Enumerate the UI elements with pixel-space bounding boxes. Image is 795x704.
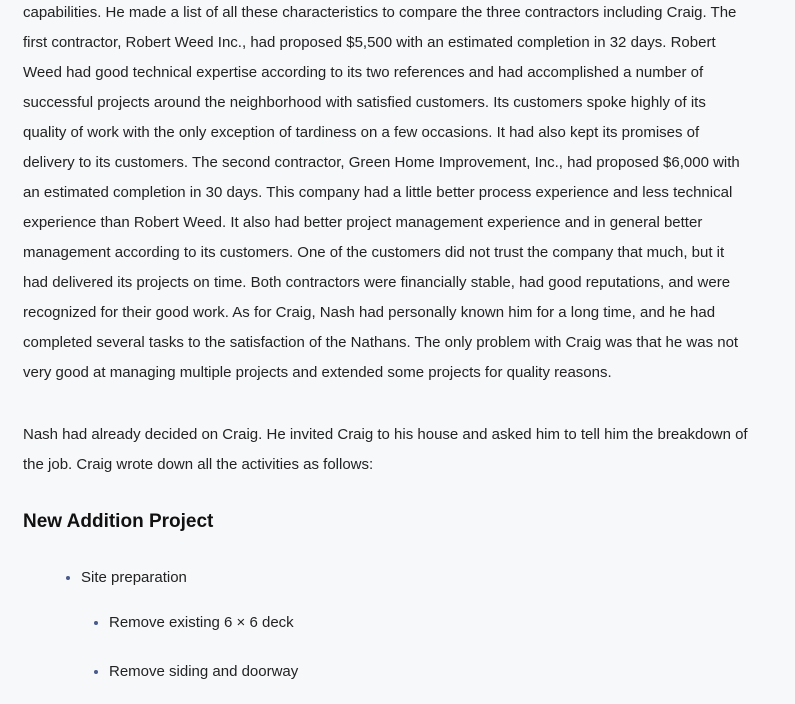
paragraph-contractors-comparison: capabilities. He made a list of all these characteristics to compare the three contractors including Craig. The first contractor, Robert Weed Inc., had proposed $5,500 with an estimated completion in 32 days. Robert Weed had good technical expertise according to its two references and had accomplished a number of successful projects around the neighborhood with satisfied customers. Its customers spoke highly of its quality of work with the only exception of tardiness on a few occasions. It had also kept its promises of delivery to its customers. The second contractor, Green Home Improvement, Inc., had proposed $6,000 with an estimated completion in 30 days. This company had a little better process experience and less technical experience than Robert Weed. It also had better project management experience and in general better management according to its customers. One of the customers did not trust the company that much, but it had delivered its projects on time. Both contractors were financially stable, had good reputations, and were recognized for their good work. As for Craig, Nash had personally known him for a long time, and he had completed several tasks to the satisfaction of the Nathans. The only problem with Craig was that he was not very good at managing multiple projects and extended some projects for quality reasons. bbox=[23, 4, 740, 381]
paragraph-decision: Nash had already decided on Craig. He invited Craig to his house and asked him to tell him the breakdown of the job. Craig wrote down all the activities as follows: bbox=[23, 426, 748, 473]
list-item-remove-deck: Remove existing 6 × 6 deck bbox=[109, 614, 294, 631]
bullet-icon bbox=[94, 670, 98, 674]
list-item-remove-siding: Remove siding and doorway bbox=[109, 663, 299, 680]
section-heading: New Addition Project bbox=[23, 511, 214, 532]
bullet-icon bbox=[94, 621, 98, 625]
list-item-site-preparation: Site preparation bbox=[81, 569, 187, 586]
bullet-icon bbox=[66, 576, 70, 580]
